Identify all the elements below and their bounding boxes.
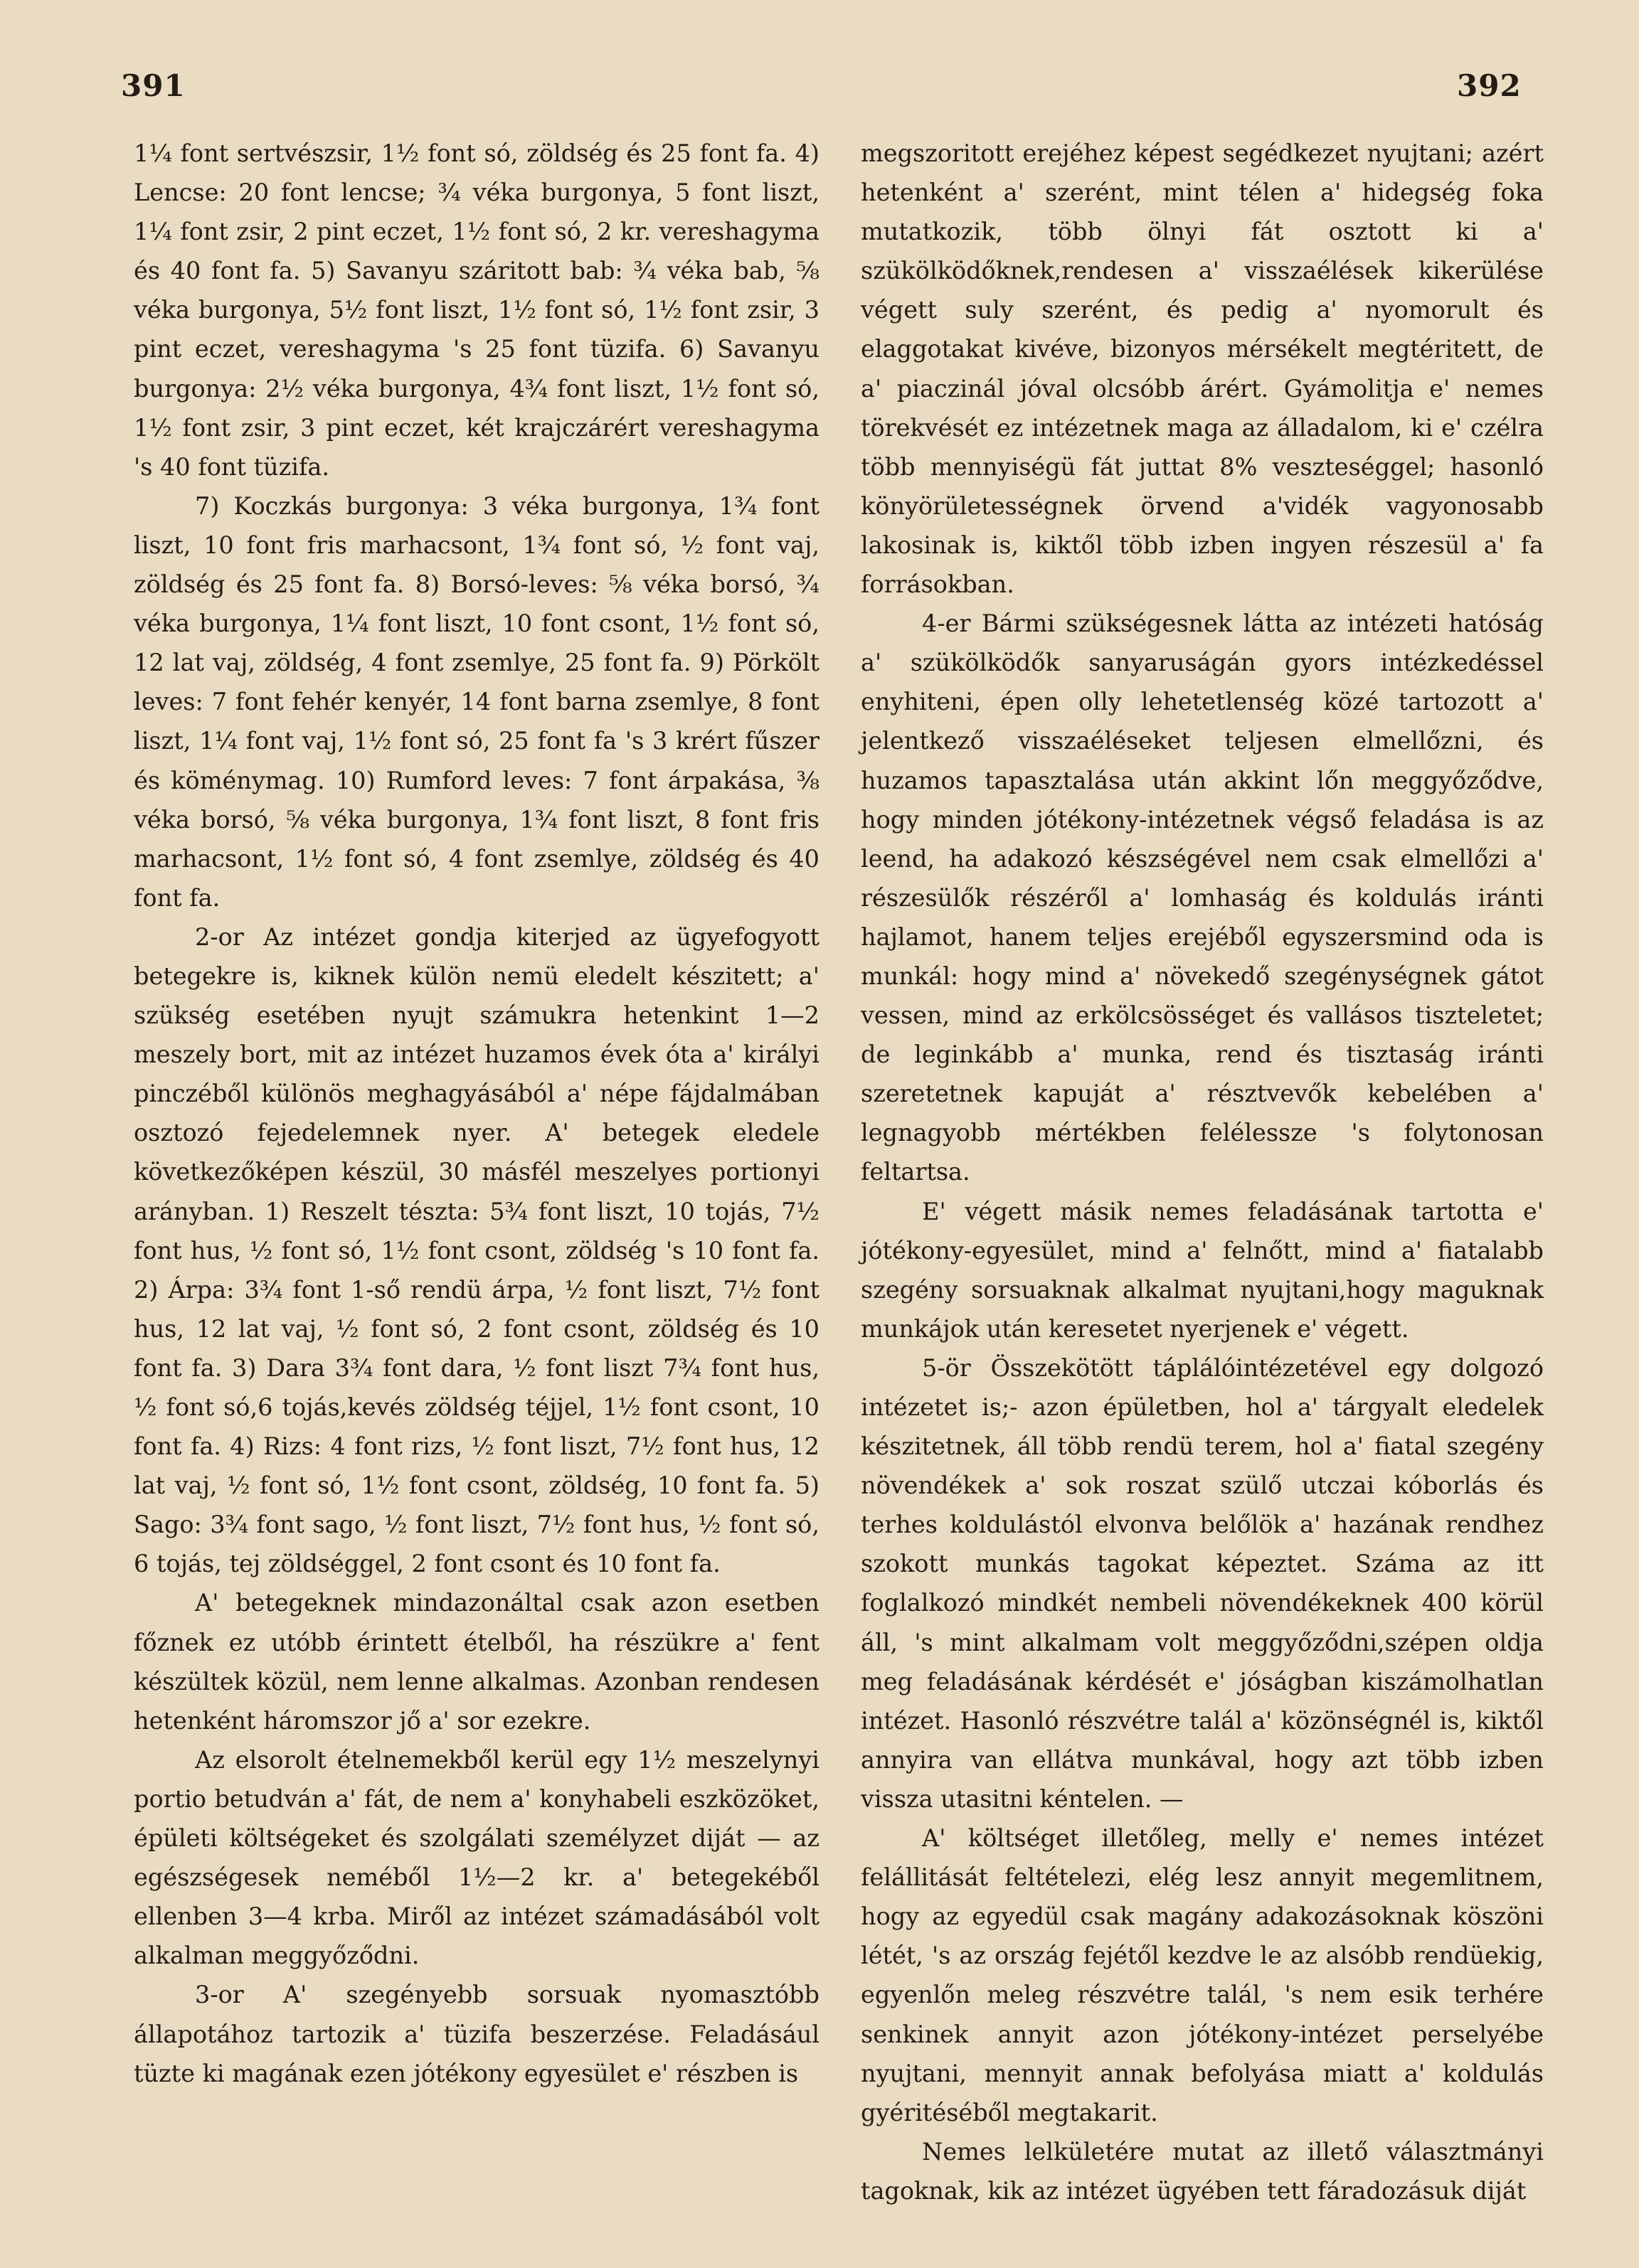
paragraph: megszoritott erejéhez képest segédkezet nyujtani; azért hetenként a' szerént, mint télen a' hidegség foka mutatkozik, több ölnyi fát osztott ki a' szükölködőknek,rendesen a' visszaélések kikerülése végett suly szerént, és pedig a' nyomorult és elaggotakat kivéve, bizonyos mérsékelt megtéritett, de a' piaczinál jóval olcsóbb árért. Gyámolitja e' nemes törekvését ez intézetnek maga az álladalom, ki e' czélra több mennyiségü fát juttat 8% veszteséggel; hasonló könyörületességnek örvend a'vidék vagyonosabb lakosinak is, kiktől több izben ingyen részesül a' fa forrásokban. xyxy=(861,139,1544,599)
paragraph: 2-or Az intézet gondja kiterjed az ügyefogyott betegekre is, kiknek külön nemü eledelt készitett; a' szükség esetében nyujt számukra hetenkint 1—2 meszely bort, mit az intézet huzamos évek óta a' királyi pinczéből különös meghagyásából a' népe fájdalmában osztozó fejedelemnek nyer. A' betegek eledele következőképen készül, 30 másfél meszelyes portionyi arányban. 1) Reszelt tészta: 5¾ font liszt, 10 tojás, 7½ font hus, ½ font só, 1½ font csont, zöldség 's 10 font fa. 2) Árpa: 3¾ font 1-ső rendü árpa, ½ font liszt, 7½ font hus, 12 lat vaj, ½ font só, 2 font csont, zöldség és 10 font fa. 3) Dara 3¾ font dara, ½ font liszt 7¾ font hus, ½ font só,6 tojás,kevés zöldség téjjel, 1½ font csont, 10 font fa. 4) Rizs: 4 font rizs, ½ font liszt, 7½ font hus, 12 lat vaj, ½ font só, 1½ font csont, zöldség, 10 font fa. 5) Sago: 3¾ font sago, ½ font liszt, 7½ font hus, ½ font só, 6 tojás, tej zöldséggel, 2 font csont és 10 font fa. xyxy=(134,922,820,1578)
paragraph: Nemes lelkületére mutat az illető választmányi tagoknak, kik az intézet ügyében tett fáradozásuk diját xyxy=(861,2137,1544,2205)
right-page-column xyxy=(861,134,1544,2210)
page-number-left: 391 xyxy=(121,68,186,103)
paragraph: Az elsorolt ételnemekből kerül egy 1½ meszelynyi portio betudván a' fát, de nem a' konyhabeli eszközöket, épületi költségeket és szolgálati személyzet diját — az egészségesek neméből 1½—2 kr. a' betegekéből ellenben 3—4 krba. Miről az intézet számadásából volt alkalman meggyőződni. xyxy=(134,1745,820,1970)
paragraph: 7) Koczkás burgonya: 3 véka burgonya, 1¾ font liszt, 10 font fris marhacsont, 1¾ font só, ½ font vaj, zöldség és 25 font fa. 8) Borsó-leves: ⅝ véka borsó, ¾ véka burgonya, 1¼ font liszt, 10 font csont, 1½ font só, 12 lat vaj, zöldség, 4 font zsemlye, 25 font fa. 9) Pörkölt leves: 7 font fehér kenyér, 14 font barna zsemlye, 8 font liszt, 1¼ font vaj, 1½ font só, 25 font fa 's 3 krért fűszer és köménymag. 10) Rumford leves: 7 font árpakása, ⅜ véka borsó, ⅝ véka burgonya, 1¾ font liszt, 8 font fris marhacsont, 1½ font só, 4 font zsemlye, zöldség és 40 font fa. xyxy=(134,491,820,912)
paragraph: A' betegeknek mindazonáltal csak azon esetben főznek ez utóbb érintett ételből, ha részükre a' fent készültek közül, nem lenne alkalmas. Azonban rendesen hetenként háromszor jő a' sor ezekre. xyxy=(134,1589,820,1735)
page-number-right: 392 xyxy=(1457,68,1522,103)
paragraph: E' végett másik nemes feladásának tartotta e' jótékony-egyesület, mind a' felnőtt, mind a' fiatalabb szegény sorsuaknak alkalmat nyujtani,hogy maguknak munkájok után keresetet nyerjenek e' végett. xyxy=(861,1197,1544,1343)
paragraph: 5-ör Összekötött táplálóintézetével egy dolgozó intézetet is;- azon épületben, hol a' tárgyalt eledelek készitetnek, áll több rendü terem, hol a' fiatal szegény növendékek a' sok roszat szülő utczai kóborlás és terhes koldulástól elvonva belőlök a' hazának rendhez szokott munkás tagokat képeztet. Száma az itt foglalkozó mindkét nembeli növendékeknek 400 körül áll, 's mint alkalmam volt meggyőződni,szépen oldja meg feladásának kérdését e' jóságban kiszámolhatlan intézet. Hasonló részvétre talál a' közönségnél is, kiktől annyira van ellátva munkával, hogy azt több izben vissza utasitni kéntelen. — xyxy=(861,1353,1544,1813)
paragraph: 3-or A' szegényebb sorsuak nyomasztóbb állapotához tartozik a' tüzifa beszerzése. Feladásául tüzte ki magának ezen jótékony egyesület e' részben is xyxy=(134,1981,820,2087)
paragraph: A' költséget illetőleg, melly e' nemes intézet felállitását feltételezi, elég lesz annyit megemlitnem, hogy az egyedül csak magány adakozásoknak köszöni létét, 's az ország fejétől kezdve le az alsóbb rendüekig, egyenlőn meleg részvétre talál, 's nem esik terhére senkinek annyit azon jótékony-intézet perselyébe nyujtani, mennyit annak befolyása miatt a' koldulás gyéritéséből megtakarit. xyxy=(861,1824,1544,2126)
left-page-column xyxy=(134,134,820,2093)
paragraph: 4-er Bármi szükségesnek látta az intézeti hatóság a' szükölködők sanyaruságán gyors intézkedéssel enyhiteni, épen olly lehetetlenség közé tartozott a' jelentkező visszaéléseket teljesen elmellőzni, és huzamos tapasztalása után akkint lőn meggyőződve, hogy minden jótékony-intézetnek végső feladása is az leend, ha adakozó készségével nem csak elmellőzi a' részesülők részéről a' lomhaság és koldulás iránti hajlamot, hanem teljes erejéből egyszersmind oda is munkál: hogy mind a' növekedő szegénységnek gátot vessen, mind az erkölcsösséget és vallásos tiszteletet; de leginkább a' munka, rend és tisztaság iránti szeretetnek kapuját a' résztvevők kebelében a' legnagyobb mértékben felélessze 's folytonosan feltartsa. xyxy=(861,609,1544,1186)
paragraph: 1¼ font sertvészsir, 1½ font só, zöldség és 25 font fa. 4) Lencse: 20 font lencse; ¾ véka burgonya, 5 font liszt, 1¼ font zsir, 2 pint eczet, 1½ font só, 2 kr. vereshagyma és 40 font fa. 5) Savanyu száritott bab: ¾ véka bab, ⅝ véka burgonya, 5½ font liszt, 1½ font só, 1½ font zsir, 3 pint eczet, vereshagyma 's 25 font tüzifa. 6) Savanyu burgonya: 2½ véka burgonya, 4¾ font liszt, 1½ font só, 1½ font zsir, 3 pint eczet, két krajczárért vereshagyma 's 40 font tüzifa. xyxy=(134,139,820,481)
